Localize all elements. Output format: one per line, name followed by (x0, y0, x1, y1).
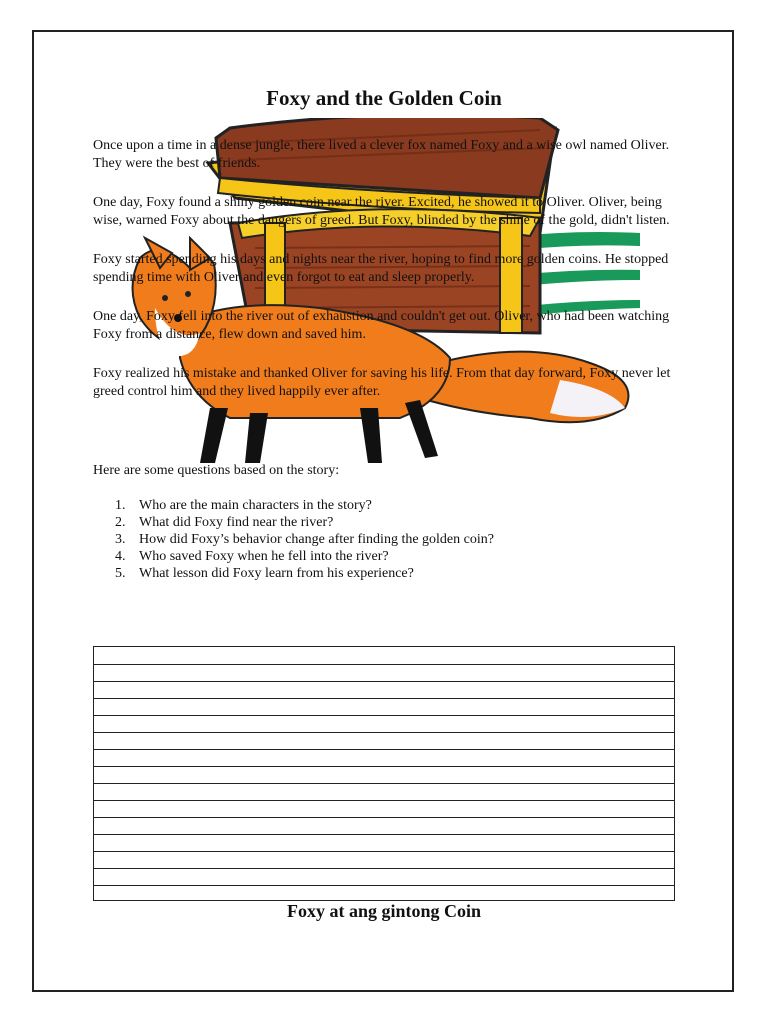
questions-list (93, 497, 653, 582)
answer-line (94, 885, 674, 886)
answer-line (94, 868, 674, 869)
question-text: How did Foxy’s behavior change after finding the golden coin? (139, 532, 494, 547)
story-paragraph: One day, Foxy fell into the river out of exhaustion and couldn't get out. Oliver, who had been watching Foxy from a distance, flew down and saved him. (93, 309, 670, 342)
answer-line (94, 715, 674, 716)
answer-writing-area[interactable] (93, 646, 675, 901)
page-title: Foxy and the Golden Coin (266, 86, 502, 110)
question-text: What did Foxy find near the river? (139, 515, 334, 530)
answer-line (94, 800, 674, 801)
question-item (93, 514, 653, 531)
story-paragraph: Foxy started spending his days and nights near the river, hoping to find more golden coins. He stopped spending time with Oliver and even forgot to eat and sleep properly. (93, 252, 669, 285)
question-text: Who are the main characters in the story? (139, 498, 372, 513)
question-number: 2. (115, 515, 126, 530)
questions-intro: Here are some questions based on the story: (93, 463, 340, 478)
answer-line (94, 817, 674, 818)
answer-line (94, 783, 674, 784)
answer-line (94, 698, 674, 699)
question-number: 4. (115, 549, 126, 564)
question-text: Who saved Foxy when he fell into the river? (139, 549, 389, 564)
answer-line (94, 834, 674, 835)
answer-line (94, 766, 674, 767)
question-number: 5. (115, 566, 126, 581)
question-text: What lesson did Foxy learn from his experience? (139, 566, 414, 581)
footer-title: Foxy at ang gintong Coin (286, 901, 482, 921)
answer-line (94, 664, 674, 665)
story-paragraph: One day, Foxy found a shiny golden coin near the river. Excited, he showed it to Oliver. Oliver, being wise, warned Foxy about the dangers of greed. But Foxy, blinded by the shine of the gold, didn't listen. (93, 195, 670, 228)
story-text (93, 137, 678, 422)
answer-line (94, 749, 674, 750)
answer-line (94, 732, 674, 733)
question-number: 3. (115, 532, 126, 547)
question-item (93, 531, 653, 548)
answer-line (94, 681, 674, 682)
question-number: 1. (115, 498, 126, 513)
question-item (93, 548, 653, 565)
story-paragraph: Once upon a time in a dense jungle, there lived a clever fox named Foxy and a wise owl named Oliver. They were the best of friends. (93, 138, 670, 171)
story-paragraph: Foxy realized his mistake and thanked Oliver for saving his life. From that day forward, Foxy never let greed control him and they lived happily ever after. (93, 366, 671, 399)
answer-line (94, 851, 674, 852)
question-item (93, 497, 653, 514)
question-item (93, 565, 653, 582)
